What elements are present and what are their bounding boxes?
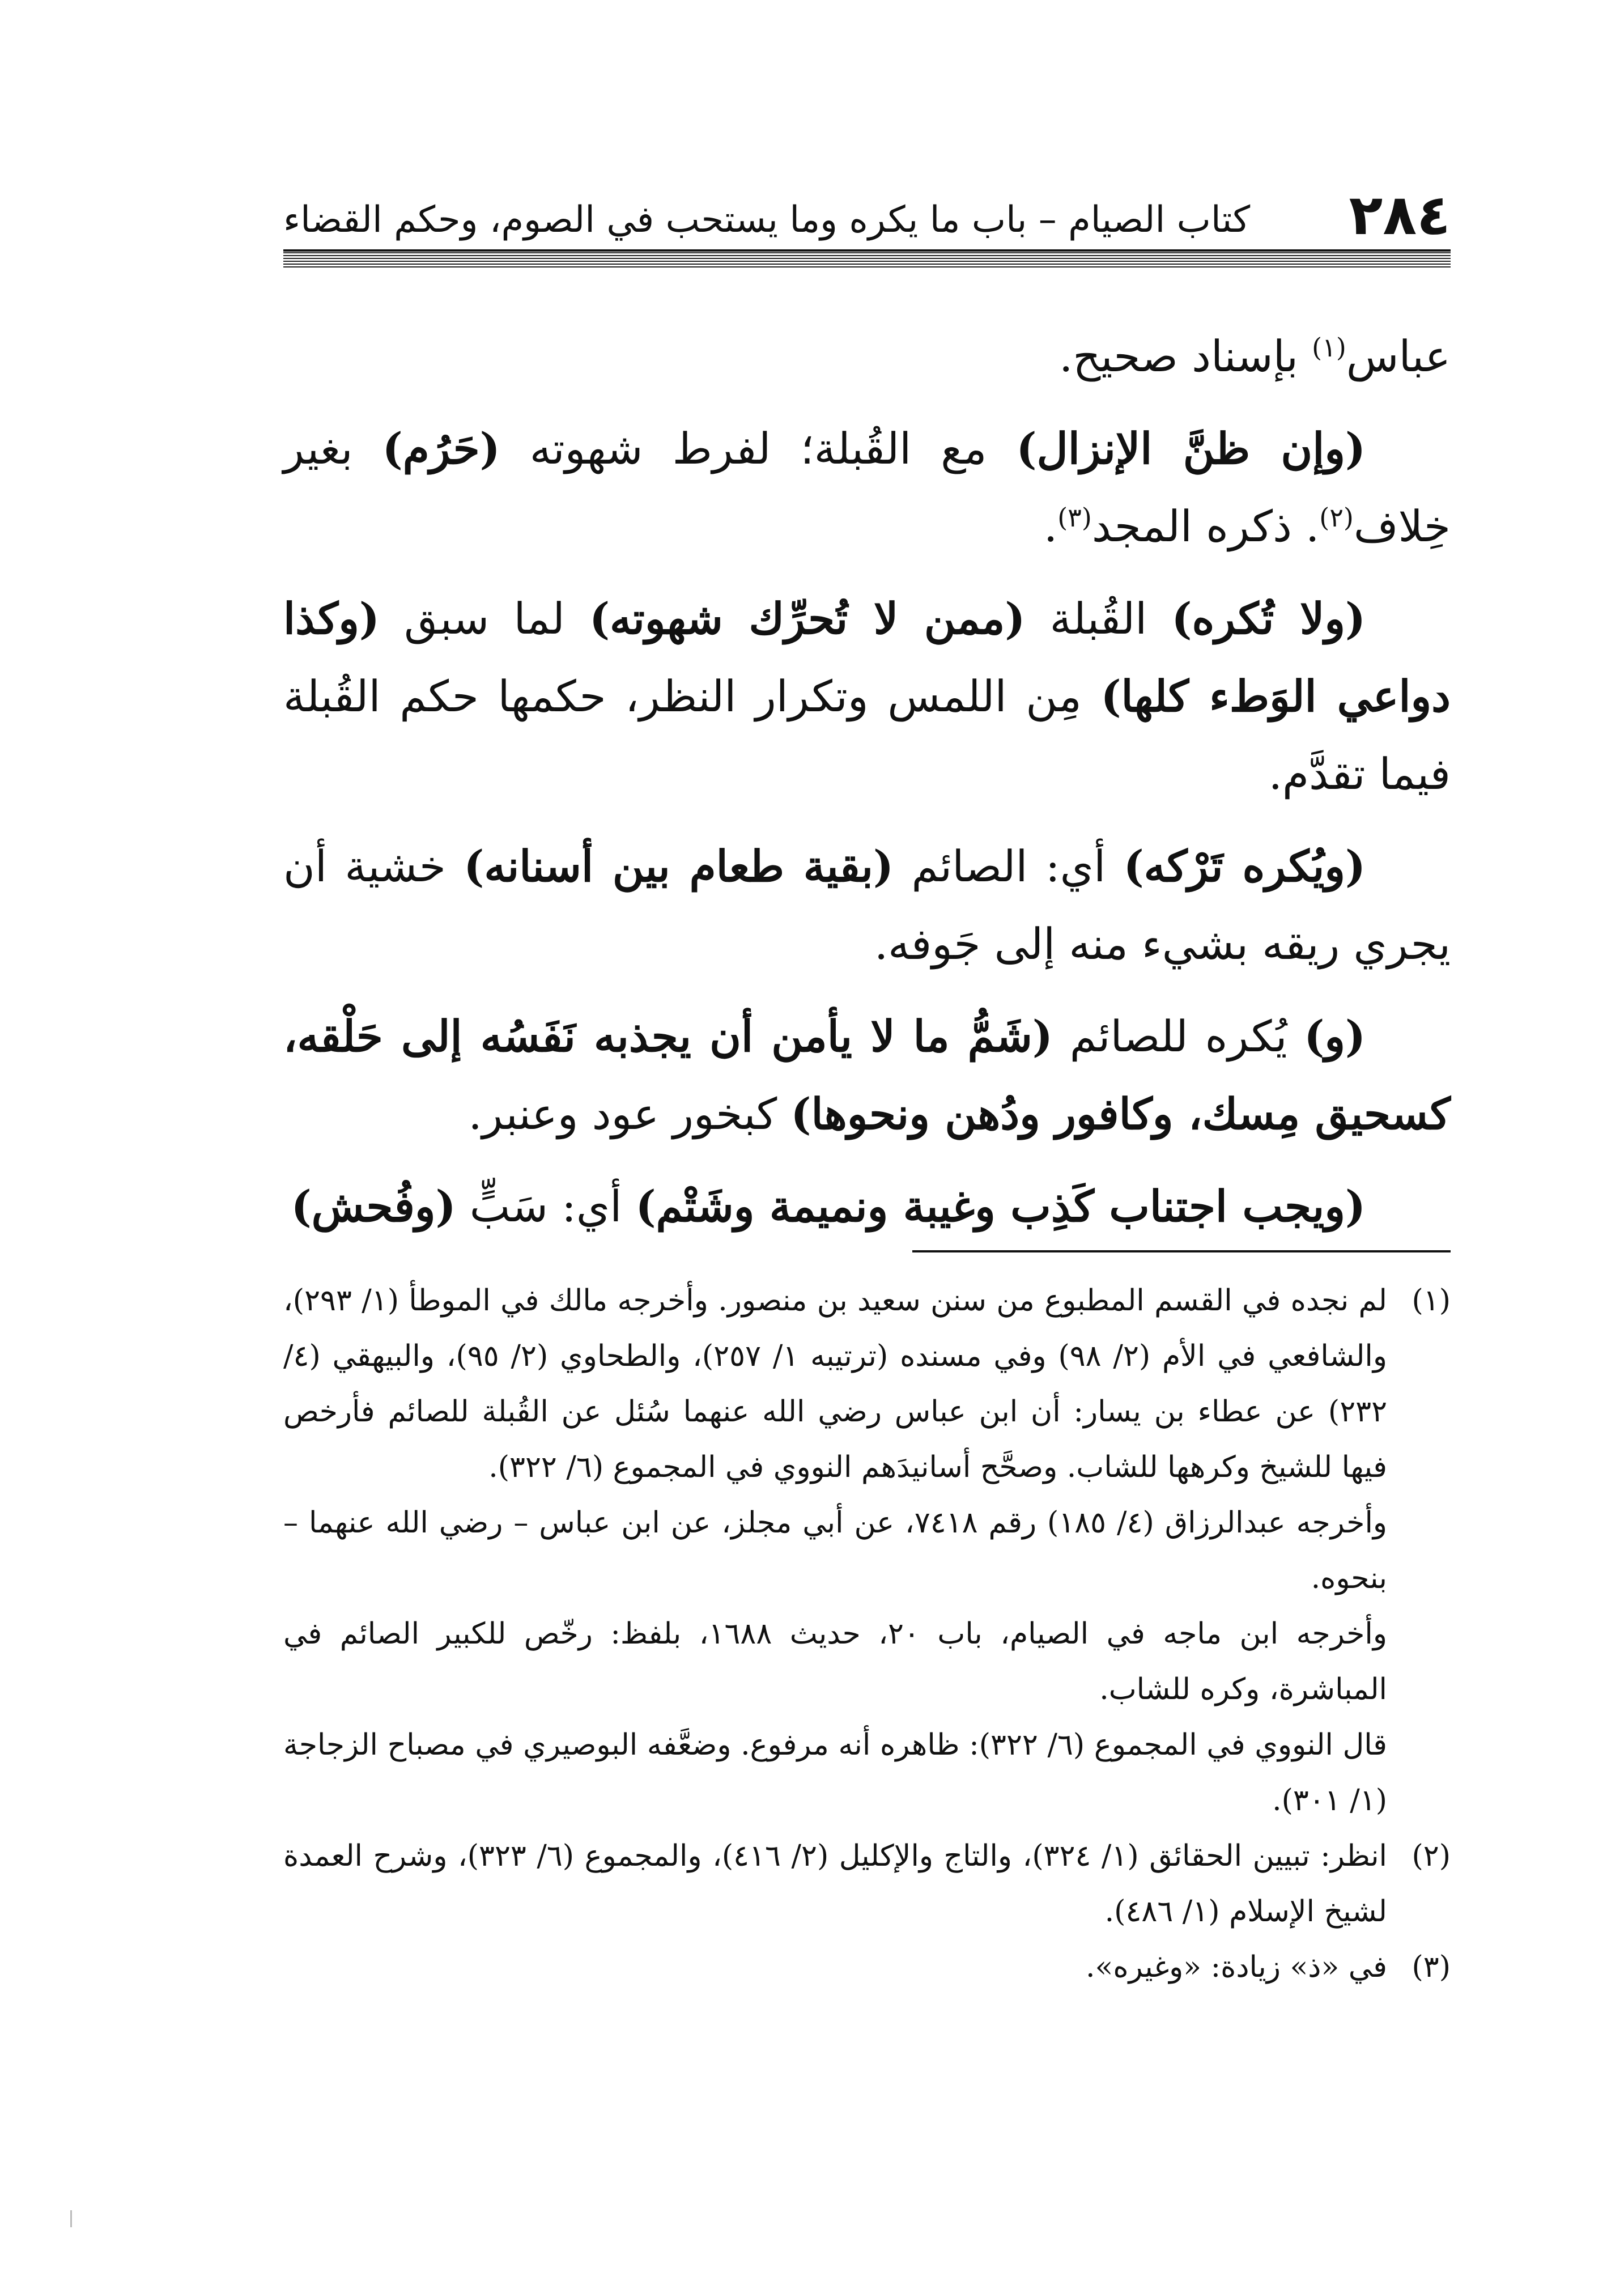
footnote-1 [283,1273,1451,1828]
footnote-number: (١) [1412,1284,1451,1318]
matn-text: (وفُحش) [291,1181,456,1232]
footnote-divider [912,1250,1451,1252]
footnote-ref[interactable]: (١) [1312,332,1346,363]
paragraph-6 [283,1167,1451,1245]
matn-text: (حَرُم) [382,423,500,474]
matn-text: (بقية طعام بين أسنانه) [464,841,894,891]
matn-text: (وكذا دواعي الوَطء كلها) [283,593,1451,721]
footnote-3 [283,1939,1451,1995]
running-title: كتاب الصيام – باب ما يكره وما يستحب في الصوم، وحكم القضاء [283,199,1251,241]
page-header [283,176,1451,261]
text: كبخور عود وعنبر. [468,1089,791,1139]
paragraph-3 [283,580,1451,813]
footnote-body [283,1273,1387,1828]
main-text [283,317,1451,1260]
text: مع القُبلة؛ لفرط شهوته [500,423,1017,474]
matn-text: (شَمُّ ما لا يأمن أن يجذبه نَفَسُه إلى حَلْقه، كسحيق مِسك، وكافور ودُهن ونحوها) [283,1011,1451,1139]
footnote-body: في «ذ» زيادة: «وغيره». [1085,1950,1387,1984]
paragraph-2 [283,410,1451,565]
text: لما سبق [379,593,590,644]
text: أي: الصائم [894,841,1124,891]
scan-edge-mark [70,2210,72,2227]
footnote-ref[interactable]: (٣) [1057,502,1092,533]
footnote-body: انظر: تبيين الحقائق (١/ ٣٢٤)، والتاج والإكليل (٢/ ٤١٦)، والمجموع (٦/ ٣٢٣)، وشرح العمدة لشيخ الإسلام (١/ ٤٨٦). [283,1839,1387,1929]
text: خشية أن يجري ريقه بشيء منه إلى جَوفه. [283,841,1451,969]
footnote-ref[interactable]: (٢) [1319,502,1354,533]
paragraph-4 [283,827,1451,983]
text: أي: سَبٍّ [456,1181,636,1232]
text: مِن اللمس وتكرار النظر، حكمها حكم القُبلة فيما تقدَّم. [283,671,1451,799]
paragraph-5 [283,997,1451,1153]
header-divider [283,249,1451,267]
matn-text: (ولا تُكره) [1171,593,1366,644]
text: عباس [1346,331,1451,381]
footnote-line: لم نجده في القسم المطبوع من سنن سعيد بن منصور. وأخرجه مالك في الموطأ (١/ ٢٩٣)، والشافعي في الأم (٢/ ٩٨) وفي مسنده (ترتيبه ١/ ٢٥٧)، والطحاوي (٢/ ٩٥)، والبيهقي (٤/ ٢٣٢) عن عطاء بن يسار: أن ابن عباس رضي الله عنهما سُئل عن القُبلة للصائم فأرخص فيها للشيخ وكرهها للشاب. وصحَّح أسانيدَهم النووي في المجموع (٦/ ٣٢٢). [283,1284,1387,1484]
text: . ذكره المجد [1091,501,1320,551]
matn-text: (و) [1304,1011,1366,1061]
text: بغير خِلاف [283,423,1451,551]
text: . [1044,501,1058,551]
matn-text: (وإن ظنَّ الإنزال) [1016,423,1366,474]
text: يُكره للصائم [1052,1011,1304,1061]
footnote-number: (٣) [1412,1950,1451,1984]
footnote-line: قال النووي في المجموع (٦/ ٣٢٢): ظاهره أنه مرفوع. وضعَّفه البوصيري في مصباح الزجاجة (١/ ٣٠١). [283,1728,1387,1818]
footnote-line: وأخرجه ابن ماجه في الصيام، باب ٢٠، حديث ١٦٨٨، بلفظ: رخّص للكبير الصائم في المباشرة، وكره للشاب. [283,1617,1387,1706]
footnote-2 [283,1828,1451,1939]
footnotes [283,1273,1451,1995]
footnote-number: (٢) [1412,1839,1451,1873]
page-number: ٢٨٤ [1349,183,1451,248]
matn-text: (ويجب اجتناب كَذِب وغيبة ونميمة وشَتْم) [635,1181,1366,1232]
matn-text: (ويُكره تَرْكه) [1123,841,1366,891]
paragraph-1 [283,317,1451,395]
text: القُبلة [1025,593,1172,644]
matn-text: (ممن لا تُحرِّك شهوته) [589,593,1026,644]
text: بإسناد صحيح. [1059,331,1312,381]
footnote-line: وأخرجه عبدالرزاق (٤/ ١٨٥) رقم ٧٤١٨، عن أبي مجلز، عن ابن عباس – رضي الله عنهما – بنحوه. [283,1506,1387,1595]
